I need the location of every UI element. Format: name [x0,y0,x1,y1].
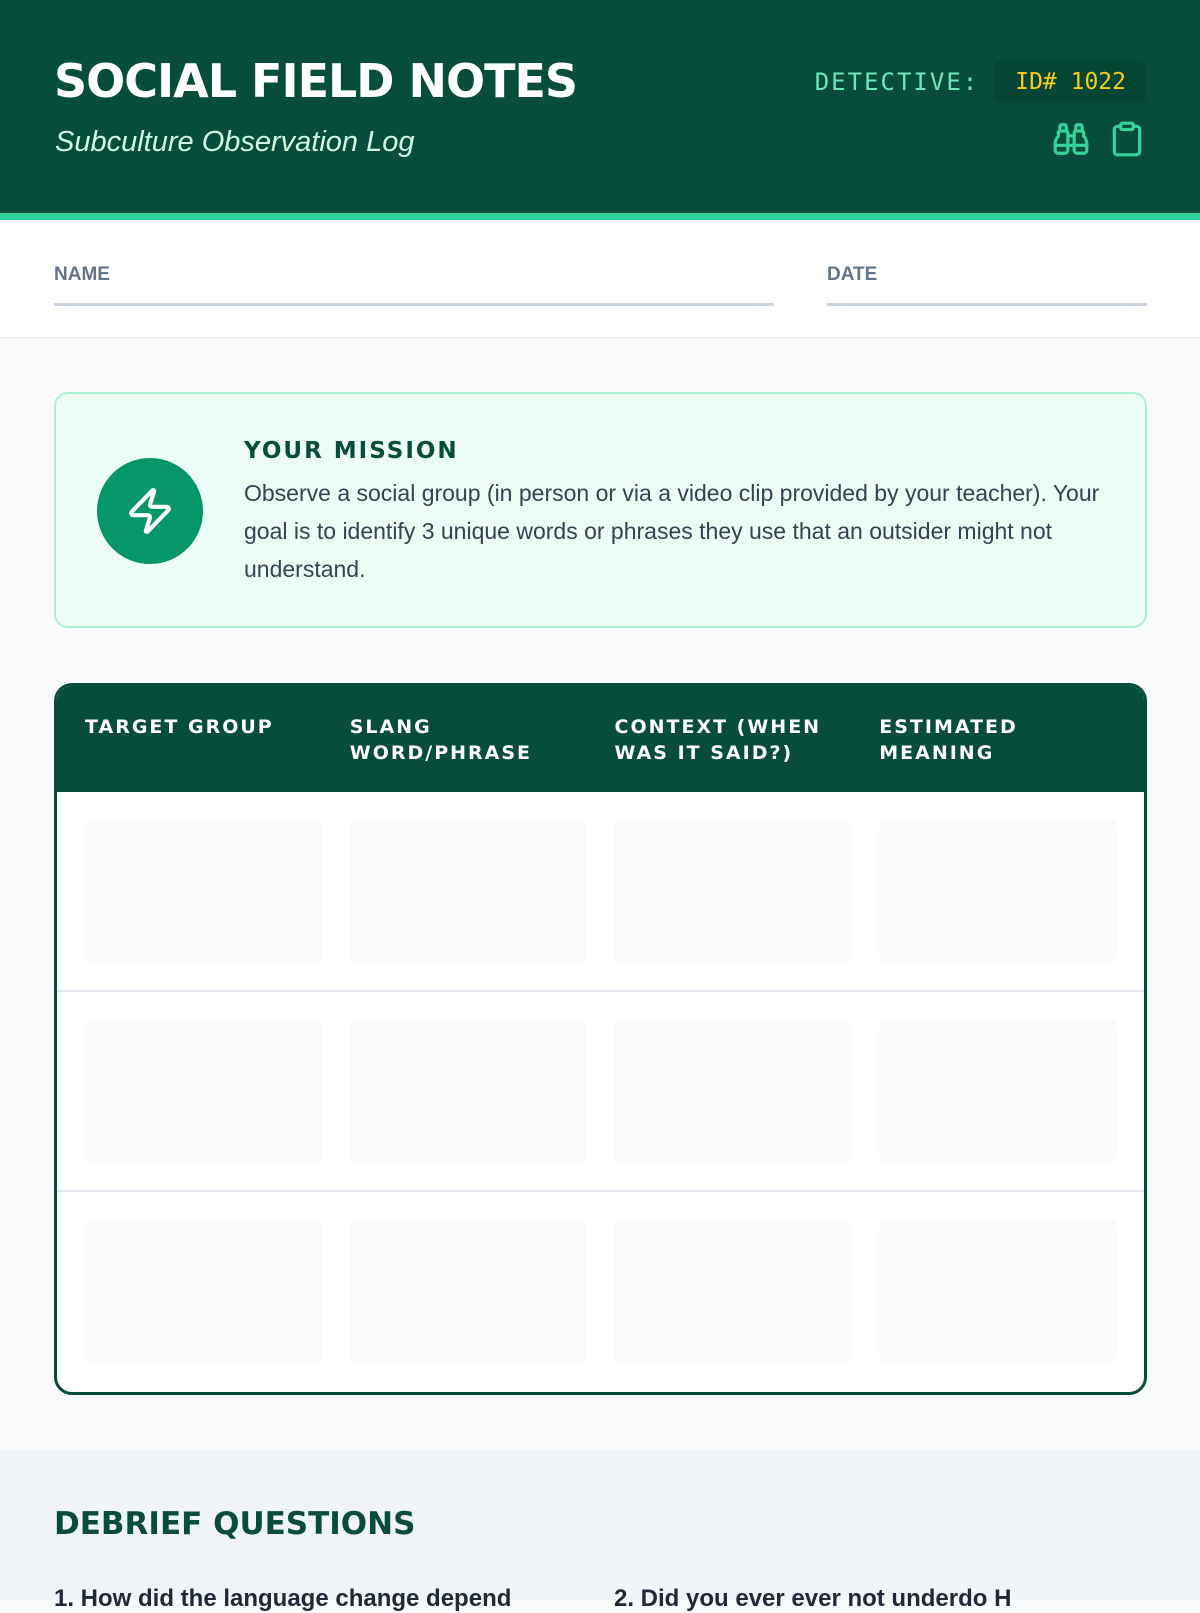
debrief-title: DEBRIEF QUESTIONS [54,1506,416,1542]
detective-id [815,61,1146,103]
page-title: SOCIAL FIELD NOTES [54,54,578,108]
context-cell[interactable] [614,1219,852,1363]
name-label: NAME [54,264,110,285]
column-header: TARGET GROUP [85,716,274,738]
clipboard-icon [1108,120,1146,158]
id-badge: ID# 1022 [995,61,1146,103]
mission-text: Observe a social group (in person or via a video clip provided by your teacher). Your goal is to identify 3 unique words or phrases they use that an outsider might not understand. [244,480,1100,582]
column-header: CONTEXT (WHEN WAS IT SAID?) [614,716,822,764]
table-row [57,1192,1144,1392]
slang-word-cell[interactable] [349,819,587,963]
target-group-cell[interactable] [84,819,322,963]
date-label: DATE [827,264,878,285]
column-header: ESTIMATED MEANING [879,716,1018,764]
date-field[interactable] [827,264,1147,306]
mission-box [54,392,1147,628]
debrief-section [0,1450,1200,1612]
table-row [57,992,1144,1192]
target-group-cell[interactable] [84,1019,322,1163]
slang-word-cell[interactable] [349,1219,587,1363]
table-header [57,686,1144,792]
slang-word-cell[interactable] [349,1019,587,1163]
detective-label: DETECTIVE: [814,68,980,96]
estimated-meaning-cell[interactable] [879,1019,1117,1163]
lightning-icon [97,458,203,564]
header-icons [1052,120,1146,158]
debrief-question-1: 1. How did the language change depend [54,1585,512,1612]
header [0,0,1200,220]
name-field[interactable] [54,264,774,306]
page-subtitle: Subculture Observation Log [55,126,415,158]
target-group-cell[interactable] [84,1219,322,1363]
context-cell[interactable] [614,819,852,963]
observation-table [54,683,1147,1395]
table-row [57,792,1144,992]
context-cell[interactable] [614,1019,852,1163]
student-fields [0,220,1200,338]
estimated-meaning-cell[interactable] [879,1219,1117,1363]
mission-title: YOUR MISSION [244,438,459,464]
binoculars-icon [1052,120,1090,158]
column-header: SLANG WORD/PHRASE [349,716,533,764]
debrief-question-2: 2. Did you ever ever not underdo H [614,1585,1012,1612]
estimated-meaning-cell[interactable] [879,819,1117,963]
